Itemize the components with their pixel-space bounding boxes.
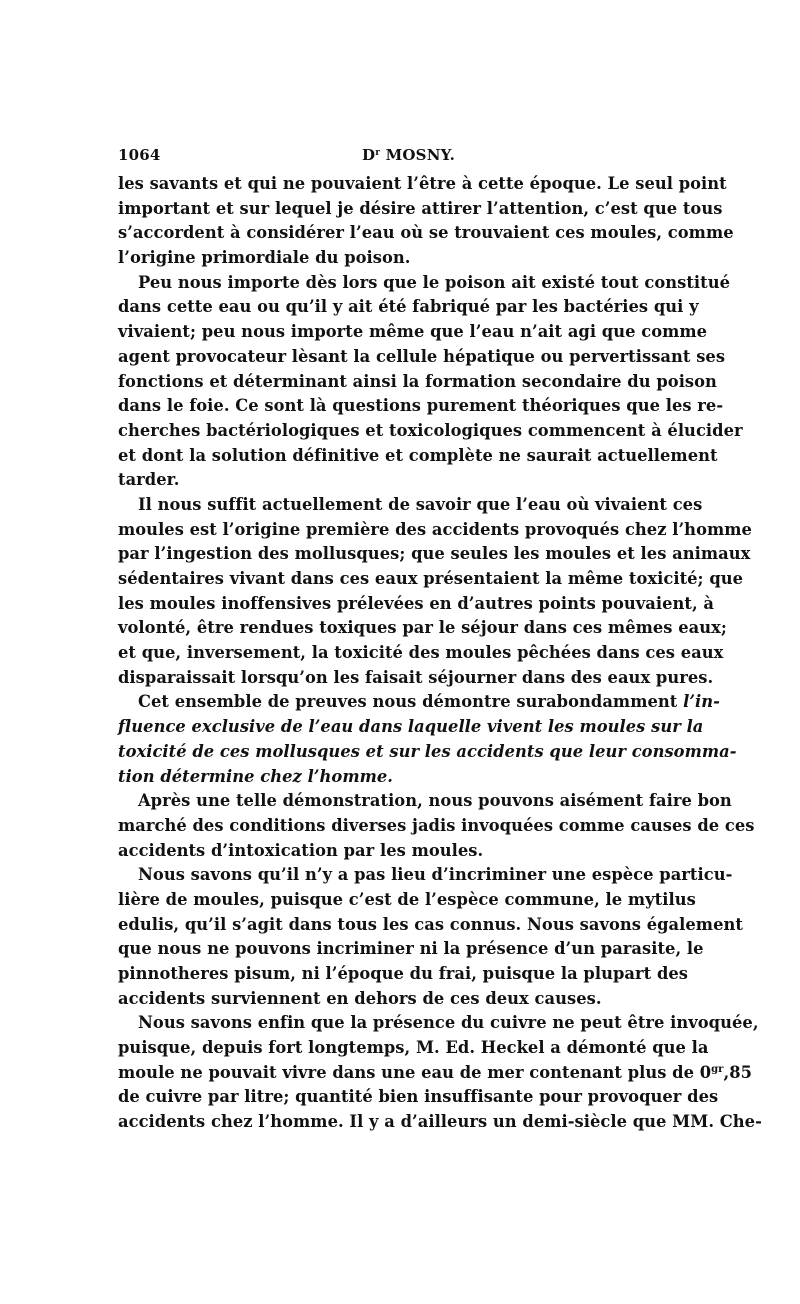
text-line: accidents surviennent en dehors de ces deux causes. bbox=[118, 988, 602, 1008]
text-line: et que, inversement, la toxicité des moules pêchées dans ces eaux bbox=[118, 643, 724, 663]
paragraph-emphasis bbox=[118, 690, 737, 789]
text-line: fonctions et déterminant ainsi la formation secondaire du poison bbox=[118, 371, 717, 391]
text-line: l’origine primordiale du poison. bbox=[118, 248, 411, 268]
text-line: important et sur lequel je désire attirer l’attention, c’est que tous bbox=[118, 198, 723, 218]
text-line: cherches bactériologiques et toxicologiques commencent à élucider bbox=[118, 420, 743, 440]
roman-text: Cet ensemble de preuves nous démontre surabondamment bbox=[138, 692, 684, 712]
text-line bbox=[118, 690, 720, 715]
running-head-superscript: r bbox=[375, 148, 381, 158]
text-line: les moules inoffensives prélevées en d’autres points pouvaient, à bbox=[118, 593, 714, 613]
text-line: edulis, qu’il s’agit dans tous les cas connus. Nous savons également bbox=[118, 914, 743, 934]
text-line: dans le foie. Ce sont là questions purement théoriques que les re- bbox=[118, 396, 724, 416]
text-segment: moule ne pouvait vivre dans une eau de mer contenant plus de 0 bbox=[118, 1062, 712, 1082]
text-line: disparaissait lorsqu’on les faisait séjourner dans des eaux pures. bbox=[118, 667, 714, 687]
page-header bbox=[118, 146, 683, 172]
text-line: Nous savons qu’il n’y a pas lieu d’incriminer une espèce particu- bbox=[138, 865, 733, 885]
text-line: que nous ne pouvons incriminer ni la présence d’un parasite, le bbox=[118, 939, 704, 959]
text-line: sédentaires vivant dans ces eaux présentaient la même toxicité; que bbox=[118, 569, 744, 588]
running-head-name: MOSNY. bbox=[385, 146, 456, 164]
paragraph bbox=[118, 789, 755, 863]
text-line: marché des conditions diverses jadis invoquées comme causes de ces bbox=[118, 815, 755, 835]
text-line: vivaient; peu nous importe même que l’eau n’ait agi que comme bbox=[118, 322, 708, 342]
text-line: agent provocateur lèsant la cellule hépatique ou pervertissant ses bbox=[118, 346, 726, 366]
page-number: 1064 bbox=[118, 146, 161, 164]
unit-superscript: gr bbox=[711, 1063, 724, 1075]
text-line: Après une telle démonstration, nous pouvons aisément faire bon bbox=[138, 791, 732, 811]
text-line: lière de moules, puisque c’est de l’espèce commune, le mytilus bbox=[118, 889, 696, 909]
text-line: et dont la solution définitive et complète ne saurait actuellement bbox=[118, 445, 718, 465]
text-line: Peu nous importe dès lors que le poison ait existé tout constitué bbox=[138, 272, 731, 292]
text-line: fluence exclusive de l’eau dans laquelle vivent les moules sur la bbox=[118, 717, 704, 737]
text-line: volonté, être rendues toxiques par le séjour dans ces mêmes eaux; bbox=[118, 618, 727, 638]
text-line: toxicité de ces mollusques et sur les accidents que leur consomma- bbox=[118, 741, 737, 761]
paragraph bbox=[118, 1011, 762, 1134]
text-segment: ,85 bbox=[723, 1062, 752, 1082]
text-line: Il nous suffit actuellement de savoir que l’eau où vivaient ces bbox=[138, 494, 703, 514]
text-line: accidents chez l’homme. Il y a d’ailleurs un demi-siècle que MM. Che- bbox=[118, 1112, 762, 1132]
italic-text: l’in- bbox=[683, 692, 720, 712]
text-line: Nous savons enfin que la présence du cuivre ne peut être invoquée, bbox=[138, 1013, 759, 1033]
paragraph bbox=[118, 493, 752, 691]
text-line: de cuivre par litre; quantité bien insuffisante pour provoquer des bbox=[118, 1087, 719, 1107]
text-line: moules est l’origine première des accidents provoqués chez l’homme bbox=[118, 519, 752, 539]
running-head-prefix: D bbox=[362, 146, 376, 164]
text-line: dans cette eau ou qu’il y ait été fabriqué par les bactéries qui y bbox=[118, 297, 699, 317]
running-head bbox=[362, 146, 455, 164]
text-line: tion détermine chez l’homme. bbox=[118, 766, 394, 786]
text-line: s’accordent à considérer l’eau où se trouvaient ces moules, comme bbox=[118, 223, 734, 243]
text-line: pinnotheres pisum, ni l’époque du frai, puisque la plupart des bbox=[118, 964, 689, 983]
text-line: accidents d’intoxication par les moules. bbox=[118, 840, 484, 860]
text-line: tarder. bbox=[118, 470, 180, 490]
text-line bbox=[118, 1061, 752, 1086]
body-text bbox=[118, 172, 762, 1135]
text-line: les savants et qui ne pouvaient l’être à cette époque. Le seul point bbox=[118, 174, 727, 193]
text-line: par l’ingestion des mollusques; que seules les moules et les animaux bbox=[118, 544, 751, 564]
text-line: puisque, depuis fort longtemps, M. Ed. Heckel a démonté que la bbox=[118, 1038, 709, 1058]
paragraph bbox=[118, 863, 743, 1011]
paragraph bbox=[118, 271, 743, 493]
book-page bbox=[118, 146, 762, 1135]
paragraph bbox=[118, 172, 734, 271]
